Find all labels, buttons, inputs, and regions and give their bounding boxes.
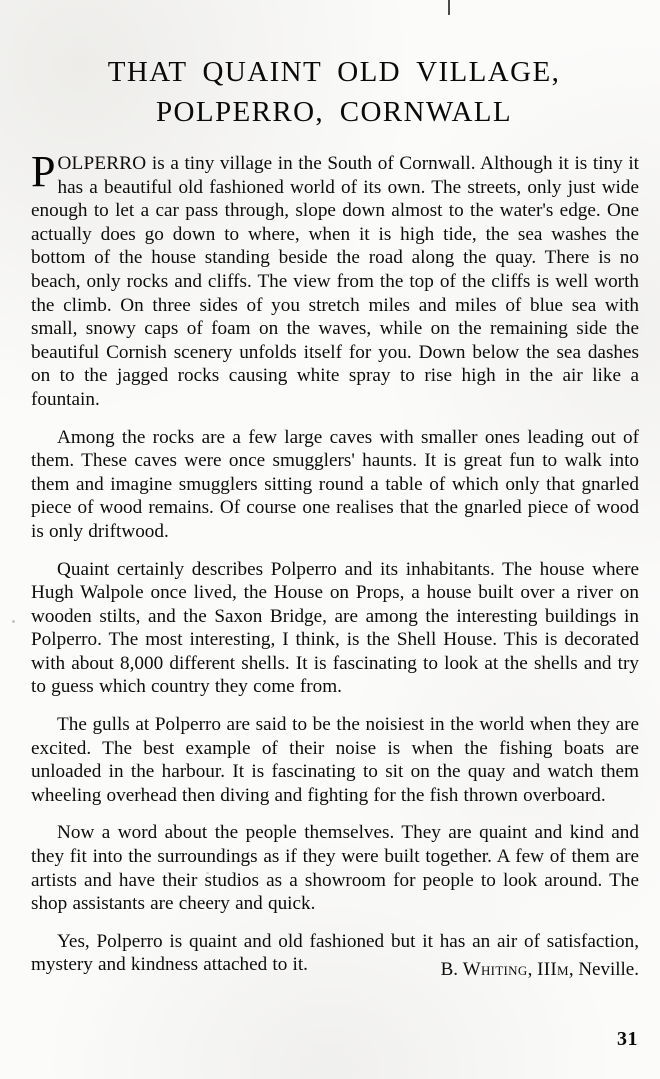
signature-surname: Whiting — [462, 959, 528, 980]
article-body — [31, 147, 639, 977]
lead-caps: OLPERRO — [57, 153, 147, 174]
drop-cap: P — [31, 147, 56, 196]
signature-house: Neville. — [578, 959, 639, 980]
author-signature: B. Whiting, IIIm, Neville. — [440, 959, 639, 980]
article-title — [30, 52, 638, 132]
paragraph-6: Yes, Polperro is quaint and old fashioned but it has an air of satisfaction, mystery and kindness attached to it. — [31, 930, 639, 976]
signature-form: IIIm — [537, 959, 569, 980]
page-number: 31 — [617, 1028, 638, 1050]
paragraph-3: Quaint certainly describes Polperro and its inhabitants. The house where Hugh Walpole once lived, the House on Props, a house built over a river on wooden stilts, and the Saxon Bridge, are among the interesting buildings in Polperro. The most interesting, I think, is the Shell House. This is decorated with about 8,000 different shells. It is fascinating to look at the shells and try to guess which country they come from. — [31, 558, 639, 698]
title-line-2: POLPERRO, CORNWALL — [155, 96, 513, 128]
paragraph-1-text: is a tiny village in the South of Cornwall. Although it is tiny it has a beautiful old fashioned world of its own. The streets, only just wide enough to let a car pass through, slope down almost to the water's edge. One actually does go down to where, when it is high tide, the sea washes the bottom of the house standing beside the road along the quay. There is no beach, only rocks and cliffs. The view from the top of the cliffs is well worth the climb. On three sides of you stretch miles and miles of blue sea with small, snowy caps of foam on the waves, while on the remaining side the beautiful Cornish scenery unfolds itself for you. Down below the sea dashes on to the jagged rocks causing white spray to rise high in the air like a fountain. — [31, 153, 639, 410]
paragraph-4: The gulls at Polperro are said to be the noisiest in the world when they are excited. The best example of their noise is when the fishing boats are unloaded in the harbour. It is fascinating to sit on the quay and watch them wheeling overhead then diving and fighting for the fish thrown overboard. — [31, 714, 639, 806]
paragraph-5: Now a word about the people themselves. They are quaint and kind and they fit into the surroundings as if they were built together. A few of them are artists and have their studios as a showroom for people to look around. The shop assistants are cheery and quick. — [31, 822, 639, 915]
paragraph-2: Among the rocks are a few large caves with smaller ones leading out of them. These caves were once smugglers' haunts. It is great fun to walk into them and imagine smugglers sitting round a table of which only that gnarled piece of wood remains. Of course one realises that the gnarled piece of wood is only driftwood. — [31, 426, 639, 542]
registration-tick-mark — [448, 0, 450, 15]
signature-initial: B. — [440, 959, 459, 980]
paper-speck — [12, 620, 15, 623]
title-line-1: THAT QUAINT OLD VILLAGE, — [107, 56, 561, 88]
paragraph-1 — [31, 147, 639, 412]
